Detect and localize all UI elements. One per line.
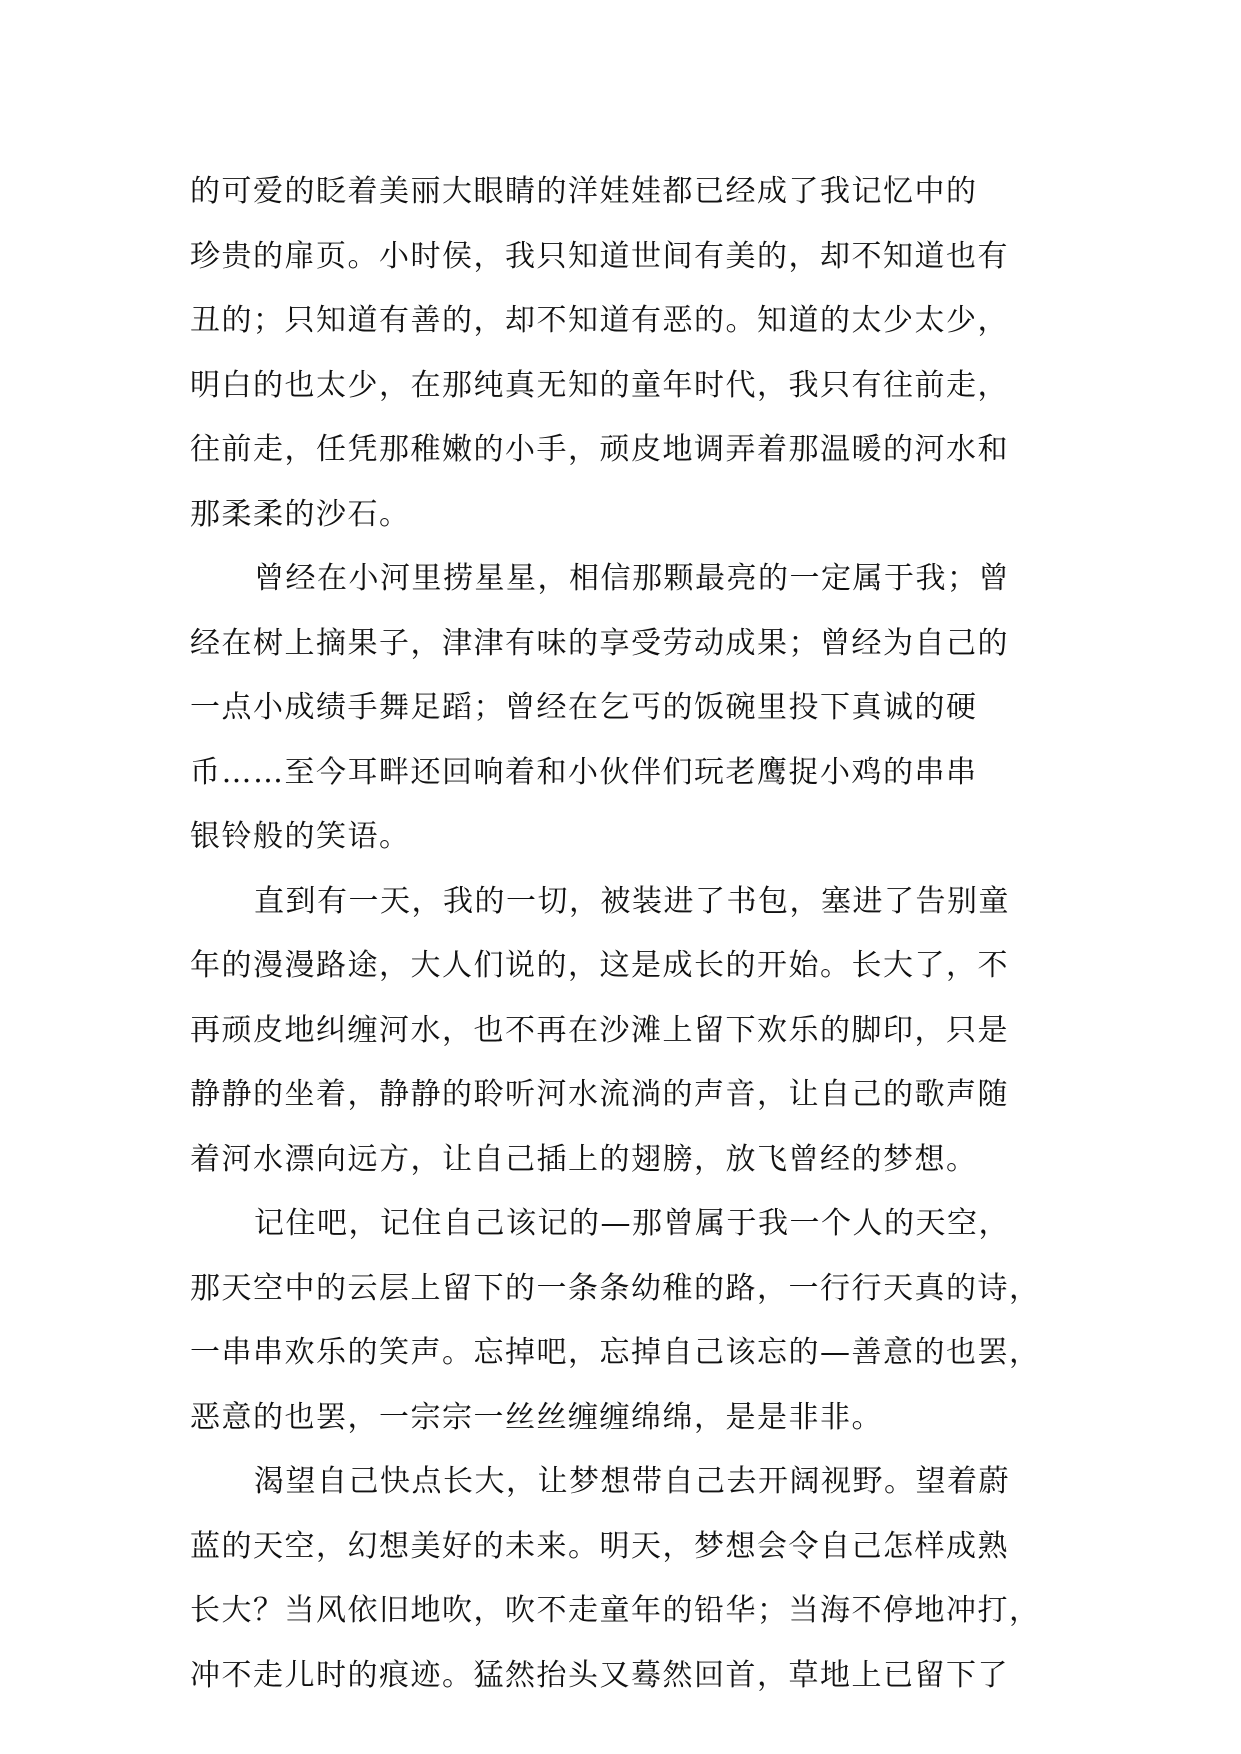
text-line: 记住吧，记住自己该记的—那曾属于我一个人的天空， <box>254 1206 1010 1241</box>
text-line: 往前走，任凭那稚嫩的小手，顽皮地调弄着那温暖的河水和 <box>190 432 1009 467</box>
text-line: 银铃般的笑语。 <box>190 819 411 854</box>
text-line: 冲不走儿时的痕迹。猛然抬头又蓦然回首，草地上已留下了 <box>190 1657 1009 1693</box>
text-line: 经在树上摘果子，津津有味的享受劳动成果；曾经为自己的 <box>190 625 1009 661</box>
text-line: 一点小成绩手舞足蹈；曾经在乞丐的饭碗里投下真诚的硬 <box>190 690 978 725</box>
text-line: 静静的坐着，静静的聆听河水流淌的声音，让自己的歌声随 <box>190 1077 1009 1112</box>
document-body-text <box>190 160 1070 1708</box>
text-line: 长大？当风依旧地吹，吹不走童年的铅华；当海不停地冲打， <box>190 1593 1041 1628</box>
text-line: 丑的；只知道有善的，却不知道有恶的。知道的太少太少， <box>190 303 1009 338</box>
text-line: 恶意的也罢，一宗宗一丝丝缠缠绵绵，是是非非。 <box>190 1399 883 1435</box>
text-line: 蓝的天空，幻想美好的未来。明天，梦想会令自己怎样成熟 <box>190 1528 1009 1564</box>
text-line: 币……至今耳畔还回响着和小伙伴们玩老鹰捉小鸡的串串 <box>190 754 978 790</box>
text-line: 着河水漂向远方，让自己插上的翅膀，放飞曾经的梦想。 <box>190 1141 978 1177</box>
text-line: 明白的也太少，在那纯真无知的童年时代，我只有往前走， <box>190 367 1009 403</box>
text-line: 渴望自己快点长大，让梦想带自己去开阔视野。望着蔚 <box>254 1464 1010 1499</box>
text-line: 那柔柔的沙石。 <box>190 496 411 532</box>
text-line: 珍贵的扉页。小时侯，我只知道世间有美的，却不知道也有 <box>190 238 1009 274</box>
text-line: 年的漫漫路途，大人们说的，这是成长的开始。长大了，不 <box>190 948 1009 983</box>
text-line: 一串串欢乐的笑声。忘掉吧，忘掉自己该忘的—善意的也罢， <box>190 1335 1041 1370</box>
text-line: 再顽皮地纠缠河水，也不再在沙滩上留下欢乐的脚印，只是 <box>190 1012 1009 1048</box>
text-line: 那天空中的云层上留下的一条条幼稚的路，一行行天真的诗， <box>190 1270 1041 1306</box>
text-line: 曾经在小河里捞星星，相信那颗最亮的一定属于我；曾 <box>254 561 1010 596</box>
text-line: 的可爱的眨着美丽大眼睛的洋娃娃都已经成了我记忆中的 <box>190 174 978 209</box>
text-line: 直到有一天，我的一切，被装进了书包，塞进了告别童 <box>254 883 1010 919</box>
